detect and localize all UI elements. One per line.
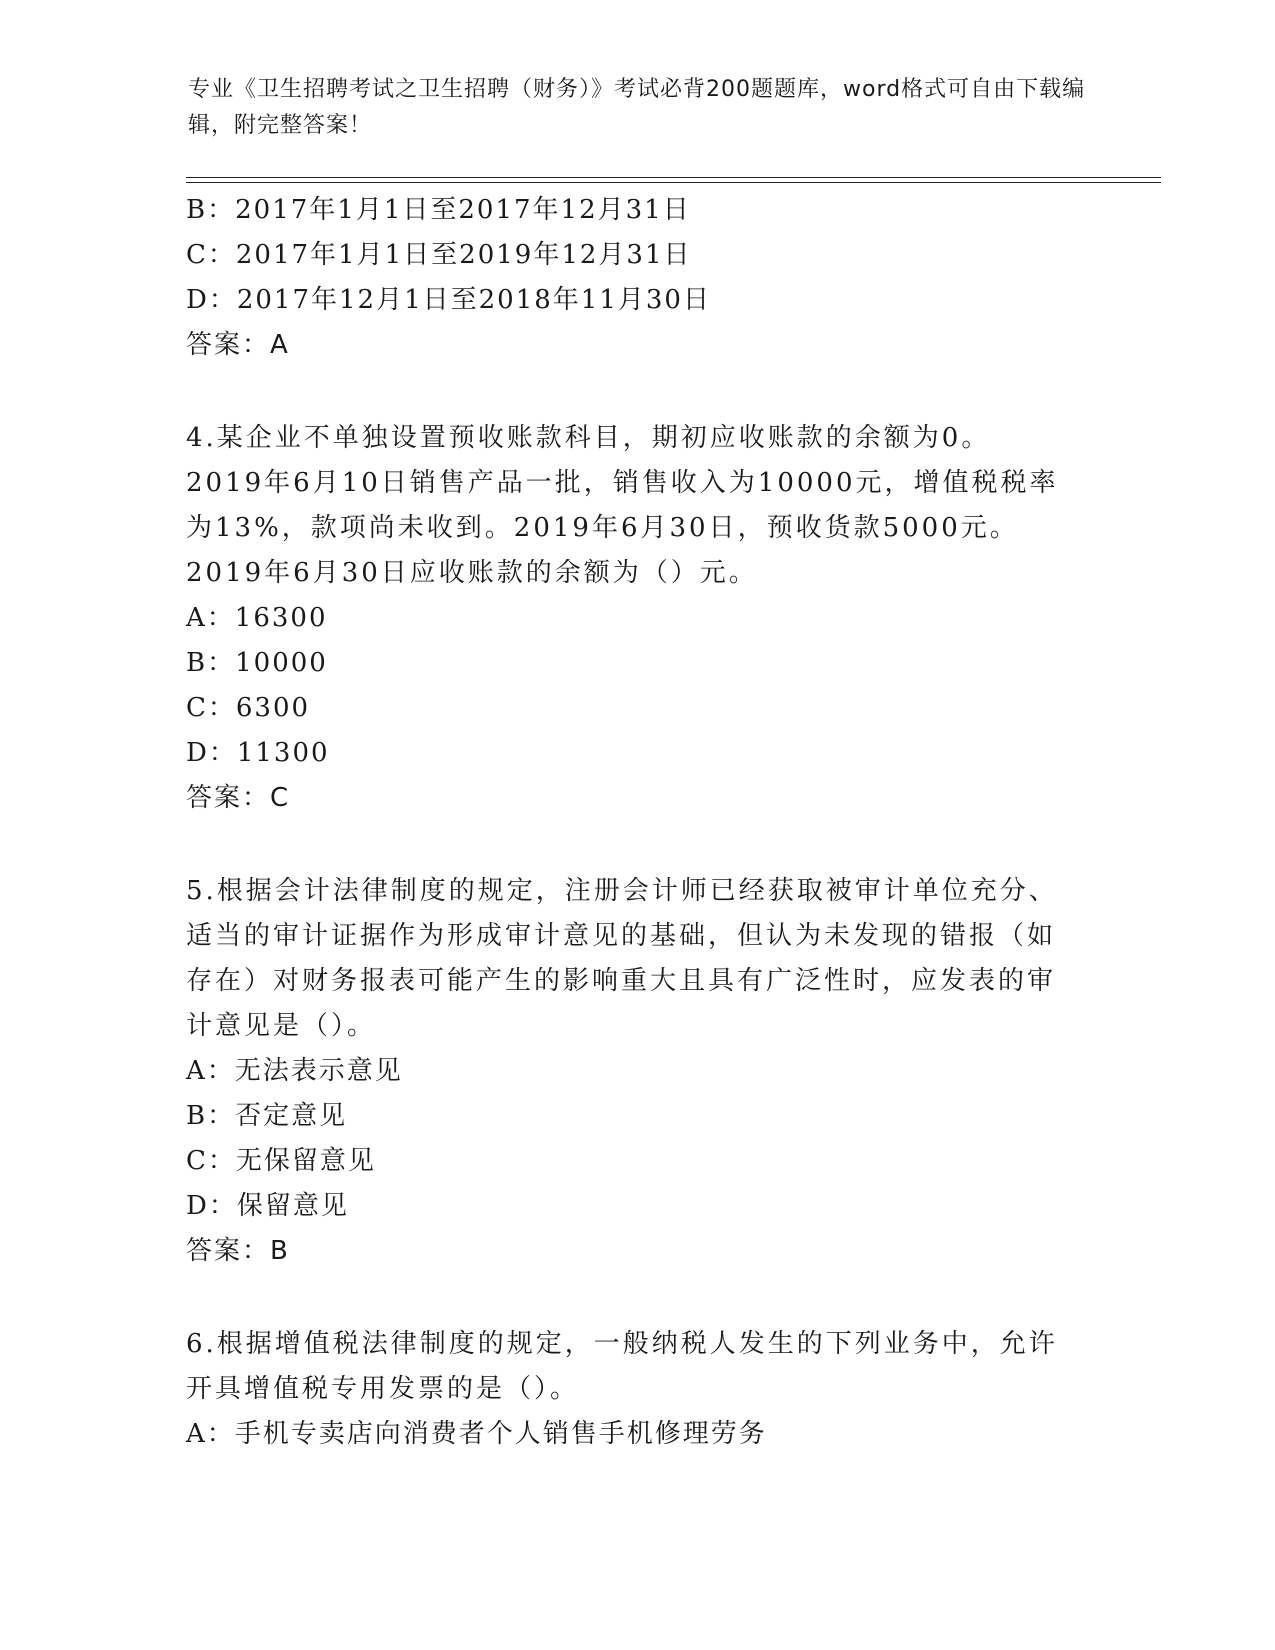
question-3 xyxy=(186,188,1066,368)
question-6 xyxy=(186,1322,1066,1457)
header-divider-top xyxy=(186,177,1161,178)
spacer xyxy=(186,821,1066,869)
option-b: B：否定意见 xyxy=(186,1101,348,1131)
option-c: C：6300 xyxy=(186,693,311,723)
option-c: C：2017年1月1日至2019年12月31日 xyxy=(186,240,692,270)
spacer xyxy=(186,1274,1066,1322)
option-c: C：无保留意见 xyxy=(186,1146,376,1176)
option-d: D：保留意见 xyxy=(186,1191,349,1221)
answer: 答案：C xyxy=(186,783,291,813)
option-a: A：16300 xyxy=(186,603,328,633)
option-d: D：2017年12月1日至2018年11月30日 xyxy=(186,285,711,315)
question-text: 6.根据增值税法律制度的规定，一般纳税人发生的下列业务中，允许开具增值税专用发票的是（）。 xyxy=(186,1329,1058,1404)
option-a: A：手机专卖店向消费者个人销售手机修理劳务 xyxy=(186,1419,767,1449)
question-text: 5.根据会计法律制度的规定，注册会计师已经获取被审计单位充分、适当的审计证据作为形成审计意见的基础，但认为未发现的错报（如存在）对财务报表可能产生的影响重大且具有广泛性时，应发表的审计意见是（）。 xyxy=(186,876,1058,1041)
question-5 xyxy=(186,869,1066,1274)
option-b: B：2017年1月1日至2017年12月31日 xyxy=(186,195,691,225)
header-divider-bottom xyxy=(186,182,1161,183)
option-b: B：10000 xyxy=(186,648,328,678)
document-body xyxy=(186,188,1066,1457)
answer: 答案：A xyxy=(186,330,290,360)
option-a: A：无法表示意见 xyxy=(186,1056,403,1086)
answer: 答案：B xyxy=(186,1236,290,1266)
question-4 xyxy=(186,416,1066,821)
question-text: 4.某企业不单独设置预收账款科目，期初应收账款的余额为0。2019年6月10日销售产品一批，销售收入为10000元，增值税税率为13%，款项尚未收到。2019年6月30日，预收货款5000元。2019年6月30日应收账款的余额为（）元。 xyxy=(186,423,1059,588)
option-d: D：11300 xyxy=(186,738,330,768)
document-header: 专业《卫生招聘考试之卫生招聘（财务）》考试必背200题题库，word格式可自由下载编辑，附完整答案！ xyxy=(188,77,1086,138)
spacer xyxy=(186,368,1066,416)
